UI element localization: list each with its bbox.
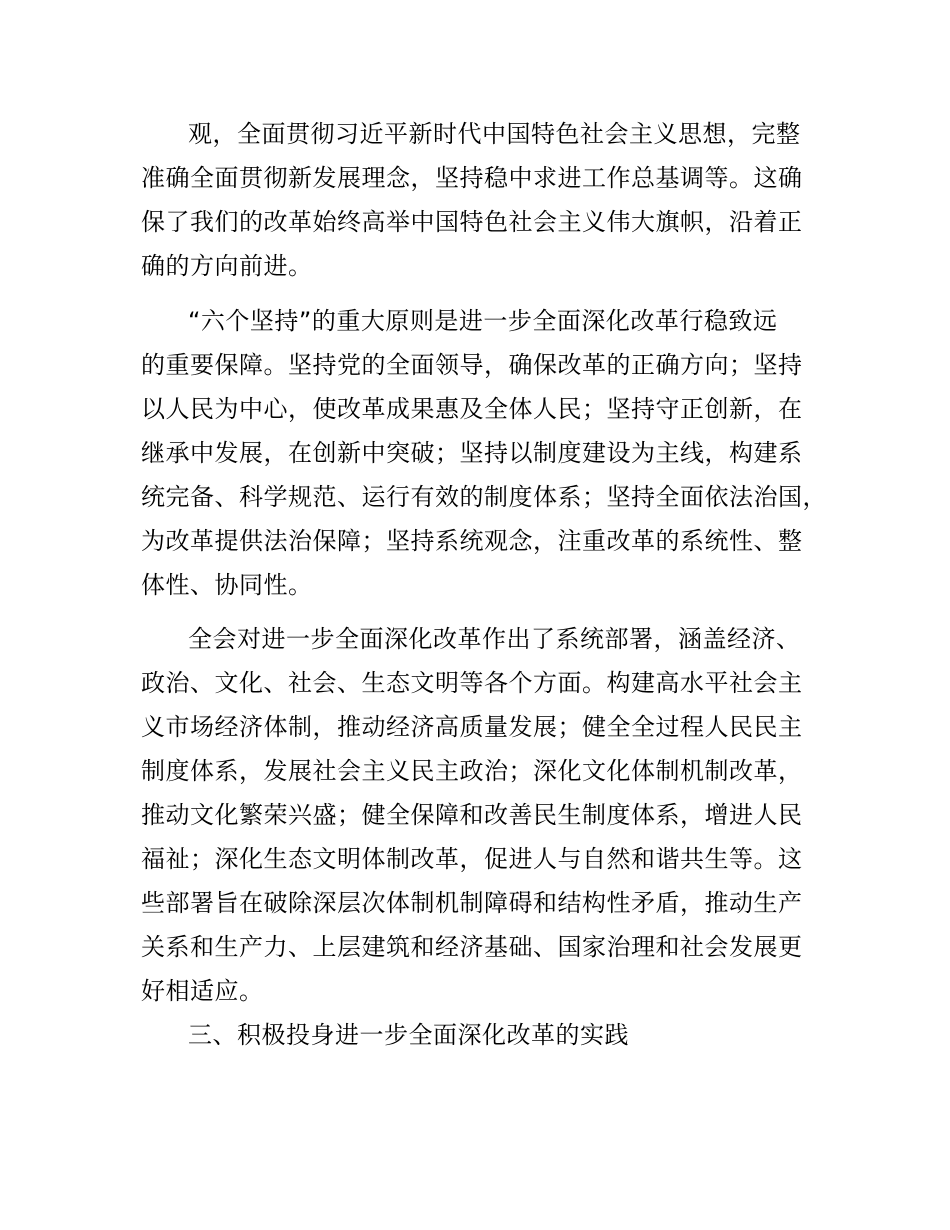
paragraph-3-line-2: 政治、文化、社会、生态文明等各个方面。构建高水平社会主 xyxy=(141,669,803,697)
paragraph-2-line-5: 统完备、科学规范、运行有效的制度体系；坚持全面依法治国， xyxy=(141,483,827,511)
paragraph-1-line-3: 保了我们的改革始终高举中国特色社会主义伟大旗帜，沿着正 xyxy=(141,208,803,236)
paragraph-2-line-2: 的重要保障。坚持党的全面领导，确保改革的正确方向；坚持 xyxy=(141,351,803,379)
paragraph-2-line-4: 继承中发展，在创新中突破；坚持以制度建设为主线，构建系 xyxy=(141,439,803,467)
paragraph-2-line-6: 为改革提供法治保障；坚持系统观念，注重改革的系统性、整 xyxy=(141,527,803,555)
paragraph-2-line-3: 以人民为中心，使改革成果惠及全体人民；坚持守正创新，在 xyxy=(141,395,803,423)
paragraph-2-line-1: “六个坚持”的重大原则是进一步全面深化改革行稳致远 xyxy=(188,307,778,335)
paragraph-3-line-8: 关系和生产力、上层建筑和经济基础、国家治理和社会发展更 xyxy=(141,933,803,961)
paragraph-3-line-4: 制度体系，发展社会主义民主政治；深化文化体制机制改革， xyxy=(141,757,803,785)
paragraph-2-line-7: 体性、协同性。 xyxy=(141,571,313,599)
paragraph-3-line-6: 福祉；深化生态文明体制改革，促进人与自然和谐共生等。这 xyxy=(141,845,803,873)
paragraph-3-line-3: 义市场经济体制，推动经济高质量发展；健全全过程人民民主 xyxy=(141,713,803,741)
paragraph-1-line-2: 准确全面贯彻新发展理念，坚持稳中求进工作总基调等。这确 xyxy=(141,164,803,192)
paragraph-3-line-5: 推动文化繁荣兴盛；健全保障和改善民生制度体系，增进人民 xyxy=(141,801,803,829)
paragraph-3-line-9: 好相适应。 xyxy=(141,977,264,1005)
paragraph-3-line-1: 全会对进一步全面深化改革作出了系统部署，涵盖经济、 xyxy=(188,625,801,653)
paragraph-3-line-7: 些部署旨在破除深层次体制机制障碍和结构性矛盾，推动生产 xyxy=(141,889,803,917)
section-heading: 三、积极投身进一步全面深化改革的实践 xyxy=(188,1021,629,1049)
paragraph-1-line-1: 观，全面贯彻习近平新时代中国特色社会主义思想，完整 xyxy=(188,120,801,148)
paragraph-1-line-4: 确的方向前进。 xyxy=(141,252,313,280)
